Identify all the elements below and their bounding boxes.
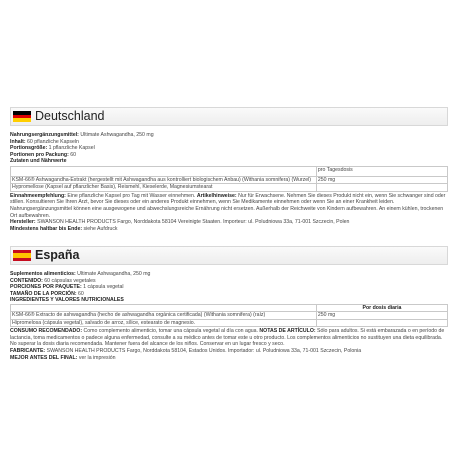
flag-germany-icon xyxy=(13,111,31,122)
product-info xyxy=(10,132,448,165)
ingredients-table xyxy=(10,304,448,327)
table-row xyxy=(11,184,448,191)
info-line: INGREDIENTES Y VALORES NUTRICIONALES xyxy=(10,297,124,304)
section-header xyxy=(10,246,448,265)
info-line: TAMAÑO DE LA PORCIÓN: 60 xyxy=(10,290,84,297)
info-line: Portionsgröße: 1 pflanzliche Kapsel xyxy=(10,145,95,152)
usage-notes: CONSUMO RECOMENDADO: Como complemento alimenticio, tomar una cápsula vegetal al día con agua. NOTAS DE ARTÍCULO: Sólo para adultos. Si está embarazada o en período de lactancia, toma medicamentos o padece alguna enfermedad, consulte a su médico antes de tomar este u otro producto. Los complementos alimenticios no sustituyen una dieta equilibrada. No superar la dosis diaria recomendada. Mantener fuera del alcance de los niños. Conservar en un lugar fresco y seco. xyxy=(10,328,445,348)
table-cell: KSM-66® Extracto de ashwagandha (hecho de ashwagandha orgánica certificada) (Withania somnifera) (raíz) xyxy=(11,312,317,319)
info-line: Portionen pro Packung: 60 xyxy=(10,151,77,158)
info-line: Nahrungsergänzungsmittel: Ultimate Ashwagandha, 250 mg xyxy=(10,132,154,138)
table-cell: Hypromellose (Kapsel auf pflanzlicher Basis), Reismehl, Kieselerde, Magnesiumstearat xyxy=(11,184,317,191)
table-cell: Hipromelosa (cápsula vegetal), salvado de arroz, sílice, estearato de magnesio. xyxy=(11,319,317,326)
table-cell: KSM-66® Ashwagandha-Extrakt (hergestellt mit Ashwagandha aus kontrolliert biologischem Anbau) (Withania somnifera) (Wurzel) xyxy=(11,176,317,183)
flag-spain-icon xyxy=(13,250,31,261)
info-line: Inhalt: 60 pflanzliche Kapseln xyxy=(10,138,79,145)
table-row xyxy=(11,166,448,176)
info-line: CONTENIDO: 60 cápsulas vegetales xyxy=(10,277,96,284)
table-cell: 250 mg xyxy=(316,176,447,183)
info-line: Suplementos alimenticios: Ultimate Ashwagandha, 250 mg xyxy=(10,271,151,277)
table-row xyxy=(11,319,448,326)
info-line: PORCIONES POR PAQUETE: 1 cápsula vegetal xyxy=(10,284,124,291)
table-cell xyxy=(11,304,317,311)
info-line: Zutaten und Nährwerte xyxy=(10,158,67,165)
manufacturer-line: FABRICANTE: SWANSON HEALTH PRODUCTS Fargo, Norddakota 58104, Estados Unidos. Importador: ul. Poludniowa 33a, 71-001 Szczecin, Polonia xyxy=(10,347,362,354)
product-info xyxy=(10,271,448,304)
section-header xyxy=(10,107,448,126)
table-cell xyxy=(11,166,317,176)
section-germany xyxy=(10,107,448,232)
table-row xyxy=(11,176,448,183)
table-cell xyxy=(316,319,447,326)
best-before-line: Mindestens haltbar bis Ende: siehe Aufdruck xyxy=(10,225,118,232)
section-spain xyxy=(10,246,448,361)
ingredients-table xyxy=(10,166,448,192)
table-row xyxy=(11,304,448,311)
table-cell: 250 mg xyxy=(316,312,447,319)
usage-notes: Einnahmeempfehlung: Eine pflanzliche Kapsel pro Tag mit Wasser einnehmen. Artikelhinweise: Nur für Erwachsene. Nehmen Sie dieses Produkt nicht ein, wenn Sie schwanger sind oder stillen. Konsultieren Sie Ihren Arzt, bevor Sie dieses oder ein anderes Produkt einnehmen, wenn Sie Medikamente einnehmen oder wenn Sie an einer Krankheit leiden. Nahrungsergänzungsmittel können eine ausgewogene und abwechslungsreiche Ernährung nicht ersetzen. Außerhalb der Reichweite von Kindern aufbewahren. An einem kühlen, trockenen Ort aufbewahren. xyxy=(10,192,446,219)
country-title: Deutschland xyxy=(35,109,105,123)
country-title: España xyxy=(35,248,80,262)
table-cell xyxy=(316,184,447,191)
manufacturer-line: Hersteller: SWANSON HEALTH PRODUCTS Fargo, Norddakota 58104 Vereinigte Staaten. Importeur: ul. Poludniowa 33a, 71-001 Szczecin, Polen xyxy=(10,219,350,226)
table-header-cell: pro Tagesdosis xyxy=(316,166,447,176)
table-header-cell: Por dosis diaria xyxy=(316,304,447,311)
table-row xyxy=(11,312,448,319)
best-before-line: MEJOR ANTES DEL FINAL: ver la impresión xyxy=(10,354,116,361)
